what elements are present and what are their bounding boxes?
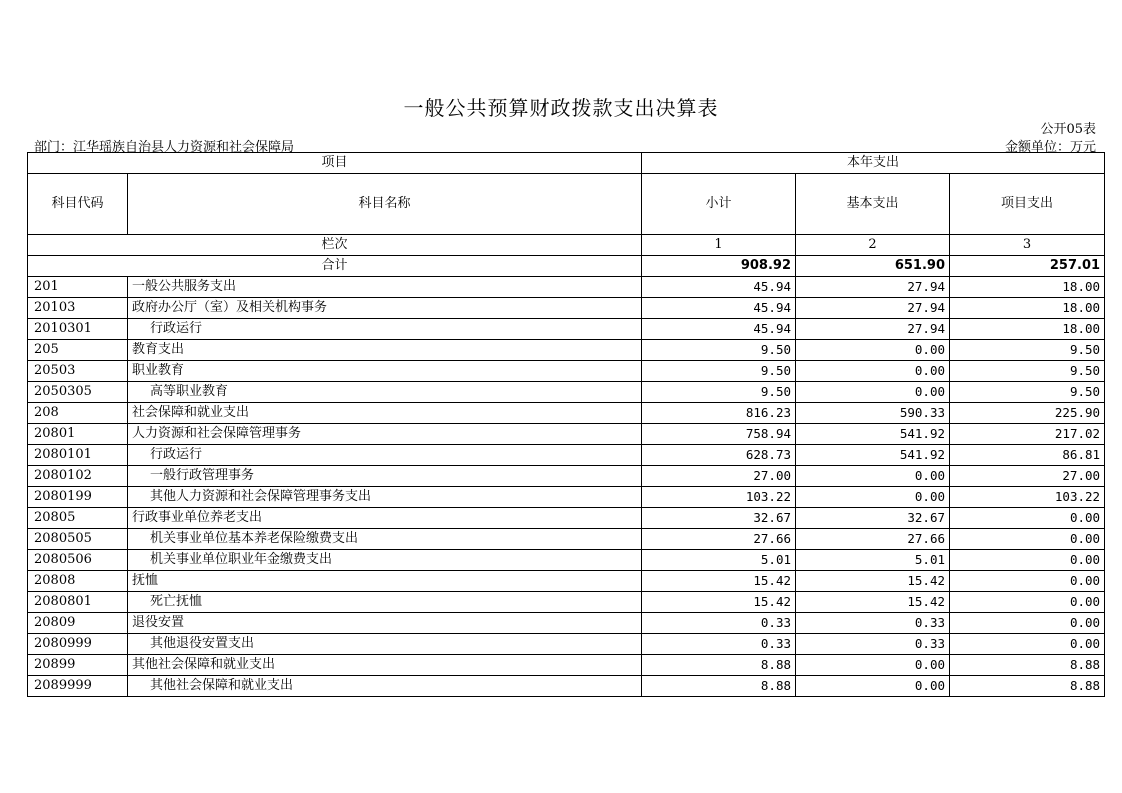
table-row — [28, 508, 1105, 529]
row-basic: 0.00 — [796, 655, 950, 676]
column-order-label: 栏次 — [28, 235, 642, 256]
row-project: 0.00 — [950, 634, 1105, 655]
table-row — [28, 676, 1105, 697]
row-project: 103.22 — [950, 487, 1105, 508]
row-basic: 0.00 — [796, 466, 950, 487]
row-code: 20801 — [28, 424, 128, 445]
total-basic: 651.90 — [796, 256, 950, 277]
row-name: 高等职业教育 — [128, 382, 642, 403]
row-basic: 0.00 — [796, 487, 950, 508]
row-code: 20809 — [28, 613, 128, 634]
row-code: 2080102 — [28, 466, 128, 487]
row-basic: 27.94 — [796, 277, 950, 298]
table-row — [28, 319, 1105, 340]
row-name: 职业教育 — [128, 361, 642, 382]
header-current-year: 本年支出 — [642, 153, 1105, 174]
page-title: 一般公共预算财政拨款支出决算表 — [403, 96, 719, 120]
row-code: 2080506 — [28, 550, 128, 571]
header-project-expense: 项目支出 — [950, 174, 1105, 235]
table-row — [28, 613, 1105, 634]
row-code: 2010301 — [28, 319, 128, 340]
row-project: 0.00 — [950, 592, 1105, 613]
row-project: 0.00 — [950, 550, 1105, 571]
row-subtotal: 9.50 — [642, 340, 796, 361]
row-project: 27.00 — [950, 466, 1105, 487]
row-subtotal: 0.33 — [642, 634, 796, 655]
row-name: 社会保障和就业支出 — [128, 403, 642, 424]
column-order-row — [28, 235, 1105, 256]
header-row-columns — [28, 174, 1105, 235]
table-row — [28, 403, 1105, 424]
amount-unit-label: 金额单位：万元 — [1004, 140, 1096, 155]
row-code: 20899 — [28, 655, 128, 676]
row-name: 行政运行 — [128, 319, 642, 340]
row-code: 20103 — [28, 298, 128, 319]
row-code: 2080101 — [28, 445, 128, 466]
table-row — [28, 550, 1105, 571]
row-project: 0.00 — [950, 571, 1105, 592]
row-code: 2080999 — [28, 634, 128, 655]
row-project: 217.02 — [950, 424, 1105, 445]
row-basic: 0.00 — [796, 361, 950, 382]
row-name: 一般行政管理事务 — [128, 466, 642, 487]
row-code: 20805 — [28, 508, 128, 529]
header-row-group — [28, 153, 1105, 174]
table-row — [28, 592, 1105, 613]
row-subtotal: 45.94 — [642, 277, 796, 298]
row-code: 201 — [28, 277, 128, 298]
row-name: 行政运行 — [128, 445, 642, 466]
row-subtotal: 758.94 — [642, 424, 796, 445]
row-name: 机关事业单位职业年金缴费支出 — [128, 550, 642, 571]
row-subtotal: 32.67 — [642, 508, 796, 529]
row-project: 9.50 — [950, 382, 1105, 403]
row-basic: 15.42 — [796, 571, 950, 592]
row-basic: 27.66 — [796, 529, 950, 550]
total-label: 合计 — [28, 256, 642, 277]
row-name: 一般公共服务支出 — [128, 277, 642, 298]
row-name: 政府办公厅（室）及相关机构事务 — [128, 298, 642, 319]
row-project: 9.50 — [950, 340, 1105, 361]
row-subtotal: 15.42 — [642, 571, 796, 592]
row-code: 205 — [28, 340, 128, 361]
row-subtotal: 8.88 — [642, 676, 796, 697]
row-project: 9.50 — [950, 361, 1105, 382]
row-name: 其他退役安置支出 — [128, 634, 642, 655]
row-basic: 0.00 — [796, 340, 950, 361]
table-row — [28, 571, 1105, 592]
row-project: 0.00 — [950, 508, 1105, 529]
row-project: 0.00 — [950, 613, 1105, 634]
row-project: 18.00 — [950, 298, 1105, 319]
row-basic: 32.67 — [796, 508, 950, 529]
table-row — [28, 424, 1105, 445]
row-project: 0.00 — [950, 529, 1105, 550]
row-subtotal: 628.73 — [642, 445, 796, 466]
table-row — [28, 466, 1105, 487]
row-name: 人力资源和社会保障管理事务 — [128, 424, 642, 445]
row-basic: 0.00 — [796, 676, 950, 697]
row-name: 教育支出 — [128, 340, 642, 361]
header-code: 科目代码 — [28, 174, 128, 235]
department-label: 部门：江华瑶族自治县人力资源和社会保障局 — [34, 140, 295, 155]
table-row — [28, 298, 1105, 319]
header-basic: 基本支出 — [796, 174, 950, 235]
row-code: 20503 — [28, 361, 128, 382]
total-subtotal: 908.92 — [642, 256, 796, 277]
row-subtotal: 0.33 — [642, 613, 796, 634]
row-name: 其他社会保障和就业支出 — [128, 676, 642, 697]
row-subtotal: 5.01 — [642, 550, 796, 571]
table-row — [28, 487, 1105, 508]
header-project: 项目 — [28, 153, 642, 174]
table-row — [28, 277, 1105, 298]
row-subtotal: 27.66 — [642, 529, 796, 550]
row-basic: 0.00 — [796, 382, 950, 403]
header-name: 科目名称 — [128, 174, 642, 235]
row-basic: 27.94 — [796, 319, 950, 340]
row-subtotal: 27.00 — [642, 466, 796, 487]
row-name: 退役安置 — [128, 613, 642, 634]
total-row — [28, 256, 1105, 277]
row-subtotal: 45.94 — [642, 319, 796, 340]
row-code: 2089999 — [28, 676, 128, 697]
table-row — [28, 340, 1105, 361]
row-code: 208 — [28, 403, 128, 424]
row-code: 2050305 — [28, 382, 128, 403]
row-name: 其他人力资源和社会保障管理事务支出 — [128, 487, 642, 508]
row-subtotal: 8.88 — [642, 655, 796, 676]
row-name: 其他社会保障和就业支出 — [128, 655, 642, 676]
form-number: 公开05表 — [1040, 122, 1096, 137]
row-project: 18.00 — [950, 277, 1105, 298]
column-number-3: 3 — [950, 235, 1105, 256]
table-row — [28, 361, 1105, 382]
row-subtotal: 816.23 — [642, 403, 796, 424]
row-code: 2080199 — [28, 487, 128, 508]
column-number-2: 2 — [796, 235, 950, 256]
row-basic: 27.94 — [796, 298, 950, 319]
row-name: 机关事业单位基本养老保险缴费支出 — [128, 529, 642, 550]
row-code: 20808 — [28, 571, 128, 592]
row-basic: 0.33 — [796, 634, 950, 655]
row-code: 2080505 — [28, 529, 128, 550]
row-basic: 0.33 — [796, 613, 950, 634]
row-subtotal: 45.94 — [642, 298, 796, 319]
row-project: 18.00 — [950, 319, 1105, 340]
table-row — [28, 655, 1105, 676]
row-project: 86.81 — [950, 445, 1105, 466]
row-basic: 541.92 — [796, 445, 950, 466]
table-row — [28, 382, 1105, 403]
row-project: 8.88 — [950, 676, 1105, 697]
table-row — [28, 445, 1105, 466]
row-name: 抚恤 — [128, 571, 642, 592]
table-row — [28, 529, 1105, 550]
row-code: 2080801 — [28, 592, 128, 613]
row-basic: 590.33 — [796, 403, 950, 424]
column-number-1: 1 — [642, 235, 796, 256]
row-basic: 541.92 — [796, 424, 950, 445]
row-basic: 5.01 — [796, 550, 950, 571]
row-name: 行政事业单位养老支出 — [128, 508, 642, 529]
row-name: 死亡抚恤 — [128, 592, 642, 613]
row-project: 8.88 — [950, 655, 1105, 676]
row-subtotal: 9.50 — [642, 382, 796, 403]
row-subtotal: 15.42 — [642, 592, 796, 613]
row-basic: 15.42 — [796, 592, 950, 613]
row-subtotal: 103.22 — [642, 487, 796, 508]
expenditure-table — [27, 152, 1105, 697]
row-subtotal: 9.50 — [642, 361, 796, 382]
total-project: 257.01 — [950, 256, 1105, 277]
row-project: 225.90 — [950, 403, 1105, 424]
table-row — [28, 634, 1105, 655]
header-subtotal: 小计 — [642, 174, 796, 235]
